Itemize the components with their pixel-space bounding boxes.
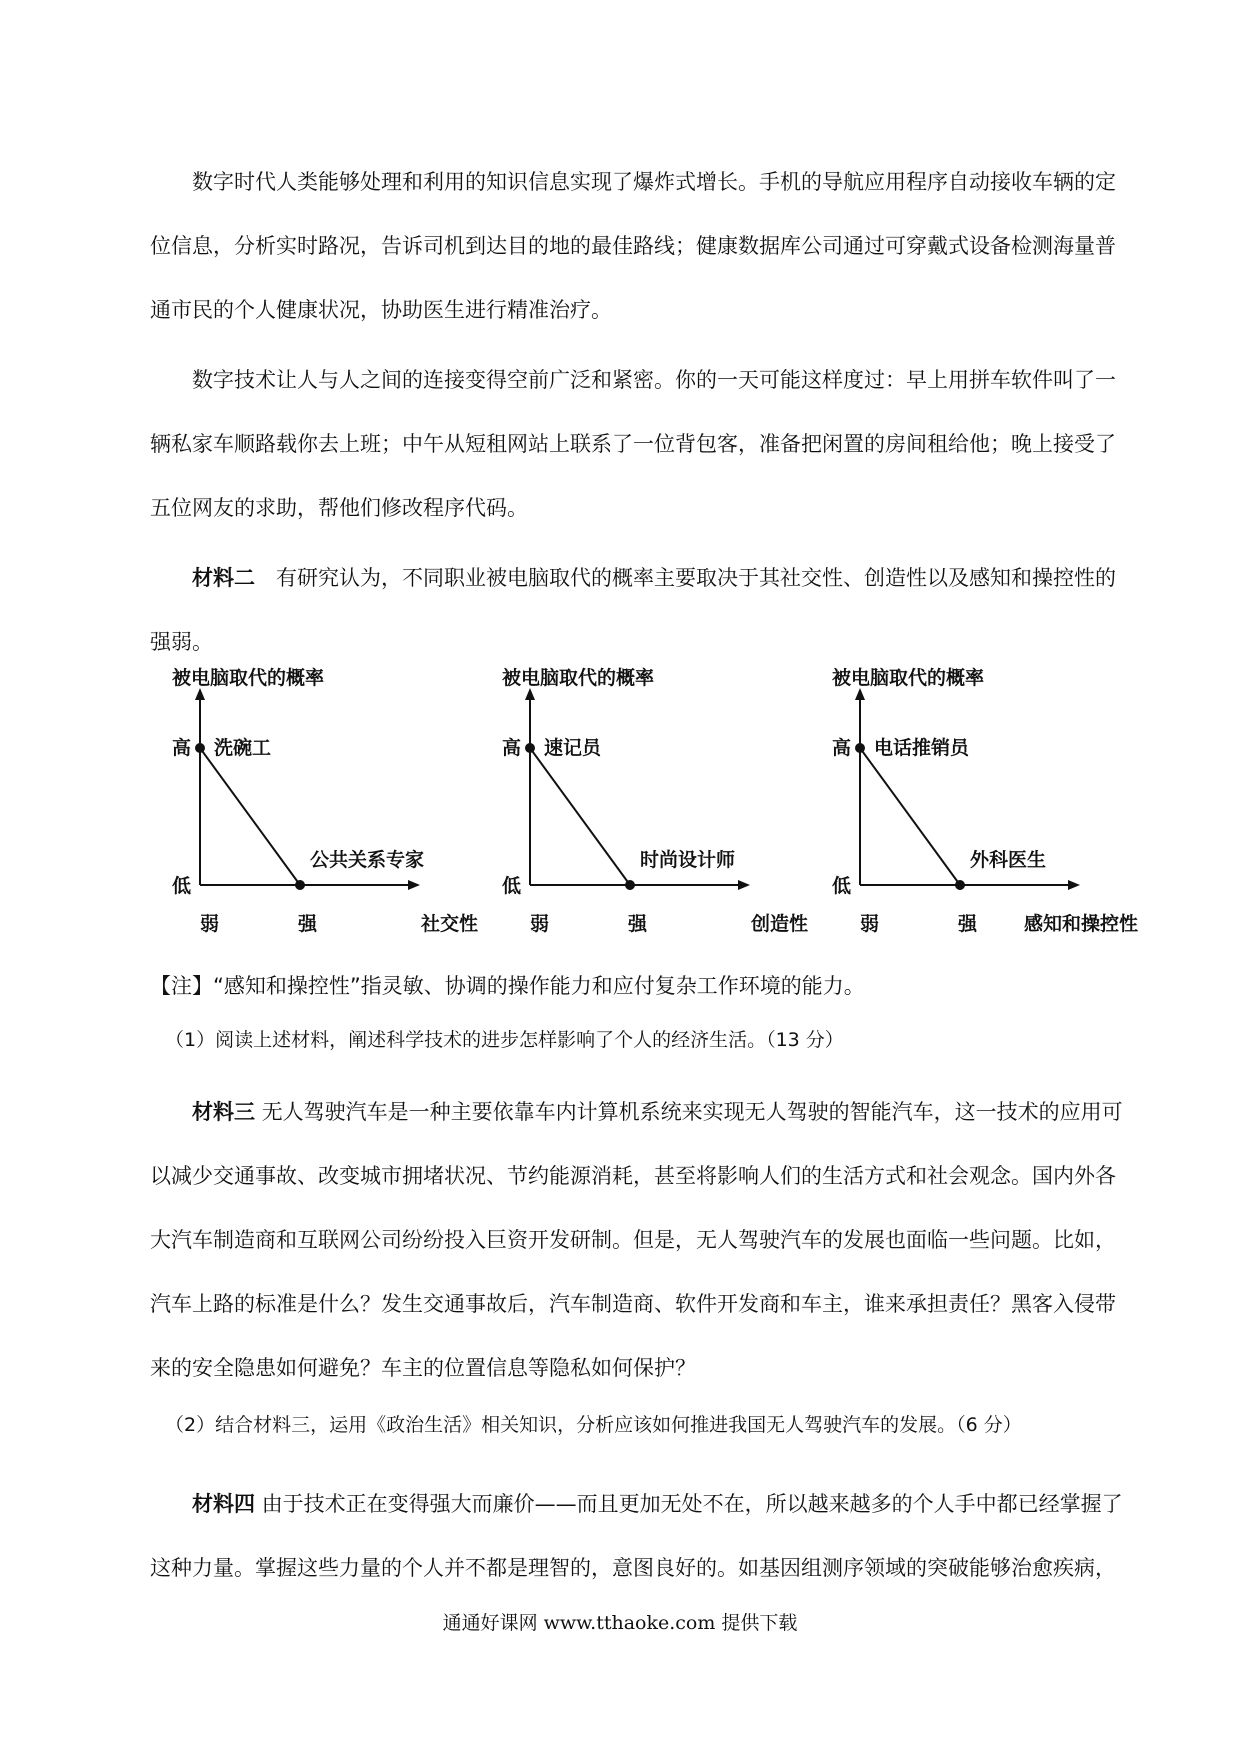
x-tick-strong: 强: [628, 913, 648, 935]
chart-creativity: [502, 667, 830, 950]
point-start: [525, 743, 535, 753]
x-axis-title: 创造性: [750, 913, 808, 935]
question-one: （1）阅读上述材料，阐述科学技术的进步怎样影响了个人的经济生活。（13 分）: [165, 1029, 844, 1051]
y-axis-title: 被电脑取代的概率: [502, 667, 655, 689]
start-point-label: 速记员: [544, 737, 602, 759]
point-end: [955, 880, 965, 890]
footer-credit: 通通好课网 www.tthaoke.com 提供下载: [442, 1612, 798, 1634]
end-point-label: 公共关系专家: [310, 849, 425, 871]
paragraph-digital-connection: 数字技术让人与人之间的连接变得空前广泛和紧密。你的一天可能这样度过：早上用拼车软件叫了一辆私家车顺路载你去上班；中午从短租网站上联系了一位背包客，准备把闲置的房间租给他；晚上接受了五位网友的求助，帮他们修改程序代码。: [150, 368, 1116, 520]
y-tick-low: 低: [172, 875, 192, 897]
material-three-label: 材料三: [192, 1100, 255, 1124]
point-start: [855, 743, 865, 753]
x-axis-arrow: [738, 880, 750, 890]
x-axis-arrow: [408, 880, 420, 890]
series-line: [530, 748, 630, 885]
material-two-label: 材料二: [192, 566, 255, 590]
series-line: [200, 748, 300, 885]
start-point-label: 洗碗工: [214, 737, 272, 759]
end-point-label: 外科医生: [970, 849, 1047, 871]
paragraph-material-four: [150, 1472, 1130, 1600]
y-axis-arrow: [525, 688, 535, 700]
x-tick-strong: 强: [958, 913, 978, 935]
material-four-text: 由于技术正在变得强大而廉价——而且更加无处不在，所以越来越多的个人手中都已经掌握了这种力量。掌握这些力量的个人并不都是理智的，意图良好的。如基因组测序领域的突破能够治愈疾病，: [150, 1492, 1123, 1580]
material-two-text: 有研究认为，不同职业被电脑取代的概率主要取决于其社交性、创造性以及感知和操控性的强弱。: [150, 566, 1116, 654]
x-axis-title: 感知和操控性: [1023, 913, 1138, 935]
point-end: [625, 880, 635, 890]
chart-perception: [832, 667, 1160, 950]
chart-svg: [172, 667, 500, 950]
series-line: [860, 748, 960, 885]
y-axis-arrow: [855, 688, 865, 700]
x-axis-title: 社交性: [420, 913, 478, 935]
charts-row: [172, 667, 1170, 950]
end-point-label: 时尚设计师: [640, 849, 736, 871]
y-tick-high: 高: [172, 737, 192, 759]
y-tick-low: 低: [502, 875, 522, 897]
y-axis-title: 被电脑取代的概率: [172, 667, 325, 689]
start-point-label: 电话推销员: [874, 737, 970, 759]
x-tick-strong: 强: [298, 913, 318, 935]
chart-social: [172, 667, 500, 950]
x-tick-weak: 弱: [530, 913, 550, 935]
material-three-text: 无人驾驶汽车是一种主要依靠车内计算机系统来实现无人驾驶的智能汽车，这一技术的应用可以减少交通事故、改变城市拥堵状况、节约能源消耗，甚至将影响人们的生活方式和社会观念。国内外各大汽车制造商和互联网公司纷纷投入巨资开发研制。但是，无人驾驶汽车的发展也面临一些问题。比如，汽车上路的标准是什么？发生交通事故后，汽车制造商、软件开发商和车主，谁来承担责任？黑客入侵带来的安全隐患如何避免？车主的位置信息等隐私如何保护？: [150, 1100, 1123, 1380]
paragraph-material-three: [150, 1080, 1130, 1400]
chart-svg: [832, 667, 1160, 950]
x-axis-arrow: [1068, 880, 1080, 890]
question-two: （2）结合材料三，运用《政治生活》相关知识，分析应该如何推进我国无人驾驶汽车的发展。（6 分）: [165, 1414, 1022, 1436]
x-tick-weak: 弱: [860, 913, 880, 935]
y-tick-low: 低: [832, 875, 852, 897]
note-text: 【注】“感知和操控性”指灵敏、协调的操作能力和应付复杂工作环境的能力。: [150, 974, 865, 998]
point-end: [295, 880, 305, 890]
y-axis-title: 被电脑取代的概率: [832, 667, 985, 689]
paragraph-material-two: [150, 546, 1130, 674]
point-start: [195, 743, 205, 753]
y-axis-arrow: [195, 688, 205, 700]
x-tick-weak: 弱: [200, 913, 220, 935]
chart-svg: [502, 667, 830, 950]
material-four-label: 材料四: [192, 1492, 255, 1516]
y-tick-high: 高: [502, 737, 522, 759]
paragraph-digital-info: 数字时代人类能够处理和利用的知识信息实现了爆炸式增长。手机的导航应用程序自动接收车辆的定位信息，分析实时路况，告诉司机到达目的地的最佳路线；健康数据库公司通过可穿戴式设备检测海量普通市民的个人健康状况，协助医生进行精准治疗。: [150, 170, 1116, 322]
y-tick-high: 高: [832, 737, 852, 759]
